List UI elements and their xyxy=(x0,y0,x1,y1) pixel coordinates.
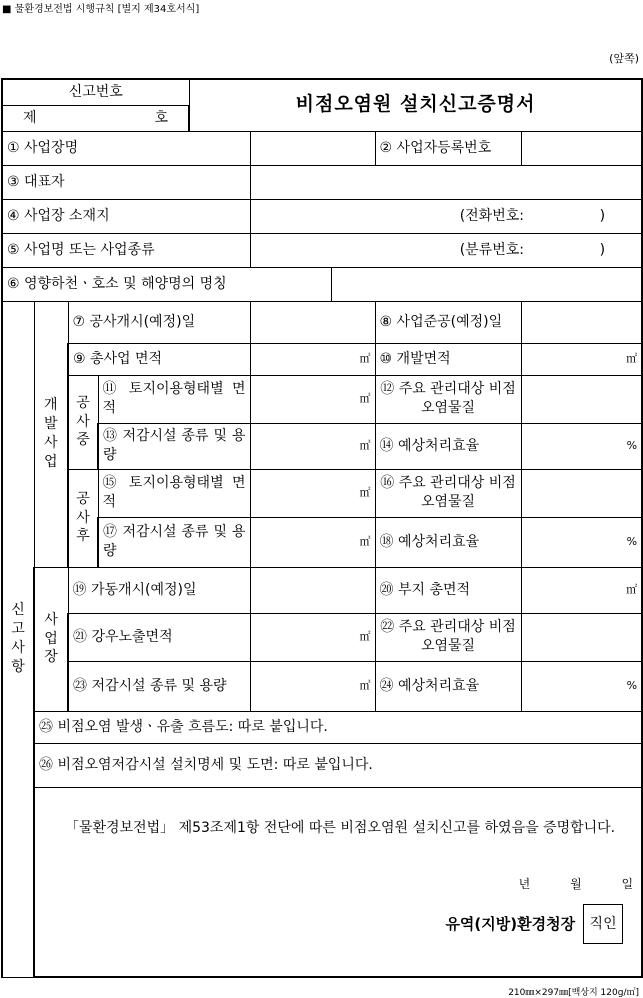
water-body-field[interactable] xyxy=(331,267,642,301)
facility-drawing-note: ㉖ 비점오염저감시설 설치명세 및 도면: 따로 붙입니다. xyxy=(34,743,642,787)
after-land-use-row xyxy=(2,469,642,517)
site-efficiency-field[interactable]: % xyxy=(521,661,642,711)
signature-row xyxy=(39,904,637,944)
after-pollutants-field[interactable] xyxy=(521,469,642,517)
site-total-area-field[interactable]: ㎡ xyxy=(521,567,642,613)
report-number-prefix: 제 xyxy=(23,109,37,126)
representative-row xyxy=(2,165,642,199)
rain-exposure-row xyxy=(2,613,642,661)
after-facility-field[interactable]: ㎥ xyxy=(250,517,375,567)
registration-number-label: ② 사업자등록번호 xyxy=(375,131,521,165)
during-land-use-area-field[interactable]: ㎡ xyxy=(250,375,375,423)
water-body-label: ⑥ 영향하천ㆍ호소 및 해양명의 명칭 xyxy=(2,267,331,301)
rain-exposure-area-label: ㉑ 강우노출면적 xyxy=(68,613,250,661)
issue-date[interactable] xyxy=(39,876,637,892)
day-label: 일 xyxy=(621,877,634,892)
location-row xyxy=(2,199,642,233)
during-facility-field[interactable]: ㎥ xyxy=(250,423,375,469)
representative-field[interactable] xyxy=(250,165,642,199)
development-area-label: ⑩ 개발면적 xyxy=(375,343,521,375)
site-pollutants-field[interactable] xyxy=(521,613,642,661)
during-land-use-area-label: ⑪ 토지이용형태별 면적 xyxy=(98,375,250,423)
business-name-label: ① 사업장명 xyxy=(2,131,250,165)
year-label: 년 xyxy=(518,877,531,892)
phone-number-label: (전화번호: ) xyxy=(459,207,606,224)
after-land-use-area-field[interactable]: ㎡ xyxy=(250,469,375,517)
completion-date-field[interactable] xyxy=(521,301,642,343)
operation-row xyxy=(2,567,642,613)
facility-drawing-row xyxy=(2,743,642,787)
business-name-field[interactable] xyxy=(250,131,375,165)
during-efficiency-label: ⑭ 예상처리효율 xyxy=(375,423,521,469)
business-type-label: ⑤ 사업명 또는 사업종류 xyxy=(2,233,250,267)
operation-start-field[interactable] xyxy=(250,567,375,613)
completion-date-label: ⑧ 사업준공(예정)일 xyxy=(375,301,521,343)
after-pollutants-label: ⑯ 주요 관리대상 비점오염물질 xyxy=(375,469,521,517)
after-construction-label: 공 사 후 xyxy=(68,469,98,567)
business-site-section-label: 사 업 장 xyxy=(34,567,68,711)
site-pollutants-label: ㉒ 주요 관리대상 비점오염물질 xyxy=(375,613,521,661)
total-project-area-field[interactable]: ㎡ xyxy=(250,343,375,375)
certification-statement: 「물환경보전법」 제53조제1항 전단에 따른 비점오염원 설치신고를 하였음을 증명합니다. xyxy=(65,820,616,837)
area-row xyxy=(2,343,642,375)
during-efficiency-field[interactable]: % xyxy=(521,423,642,469)
certification-area xyxy=(34,787,642,977)
site-facility-row xyxy=(2,661,642,711)
business-type-row xyxy=(2,233,642,267)
front-side-label: (앞쪽) xyxy=(609,52,639,65)
during-pollutants-label: ⑫ 주요 관리대상 비점오염물질 xyxy=(375,375,521,423)
operation-start-label: ⑲ 가동개시(예정)일 xyxy=(68,567,250,613)
total-project-area-label: ⑨ 총사업 면적 xyxy=(68,343,250,375)
during-land-use-row xyxy=(2,375,642,423)
representative-label: ③ 대표자 xyxy=(2,165,250,199)
during-construction-label: 공 사 중 xyxy=(68,375,98,469)
registration-number-field[interactable] xyxy=(521,131,642,165)
construction-start-field[interactable] xyxy=(250,301,375,343)
report-number-field[interactable] xyxy=(2,105,189,131)
certification-row xyxy=(2,787,642,977)
site-facility-field[interactable]: ㎥ xyxy=(250,661,375,711)
water-body-row xyxy=(2,267,642,301)
development-area-field[interactable]: ㎡ xyxy=(521,343,642,375)
after-efficiency-field[interactable]: % xyxy=(521,517,642,567)
after-efficiency-label: ⑱ 예상처리효율 xyxy=(375,517,521,567)
location-field[interactable] xyxy=(250,199,642,233)
construction-dates-row xyxy=(2,301,642,343)
location-label: ④ 사업장 소재지 xyxy=(2,199,250,233)
site-efficiency-label: ㉔ 예상처리효율 xyxy=(375,661,521,711)
rain-exposure-area-field[interactable]: ㎡ xyxy=(250,613,375,661)
issuing-authority: 유역(지방)환경청장 xyxy=(445,915,576,934)
during-facility-row xyxy=(2,423,642,469)
report-number-row xyxy=(2,79,642,105)
after-facility-row xyxy=(2,517,642,567)
after-land-use-area-label: ⑮ 토지이용형태별 면적 xyxy=(98,469,250,517)
construction-start-label: ⑦ 공사개시(예정)일 xyxy=(68,301,250,343)
development-project-section-label: 개 발 사 업 xyxy=(34,301,68,567)
official-seal-box: 직인 xyxy=(583,904,623,944)
business-type-field[interactable] xyxy=(250,233,642,267)
during-pollutants-field[interactable] xyxy=(521,375,642,423)
after-facility-label: ⑰ 저감시설 종류 및 용량 xyxy=(98,517,250,567)
certificate-title: 비점오염원 설치신고증명서 xyxy=(189,79,642,131)
month-label: 월 xyxy=(570,877,582,892)
flow-diagram-note: ㉕ 비점오염 발생ㆍ유출 흐름도: 따로 붙입니다. xyxy=(34,711,642,743)
site-facility-label: ㉓ 저감시설 종류 및 용량 xyxy=(68,661,250,711)
report-items-section-label: 신 고 사 항 xyxy=(2,301,34,977)
paper-spec: 210㎜×297㎜[백상지 120g/㎡] xyxy=(508,988,639,998)
classification-number-label: (분류번호: ) xyxy=(459,241,606,258)
site-total-area-label: ⑳ 부지 총면적 xyxy=(375,567,521,613)
report-number-suffix: 호 xyxy=(154,109,169,126)
business-name-row xyxy=(2,131,642,165)
certificate-form xyxy=(1,78,643,978)
report-number-label: 신고번호 xyxy=(2,79,189,105)
form-header-reference: ■ 물환경보전법 시행규칙 [별지 제34호서식] xyxy=(2,4,200,15)
during-facility-label: ⑬ 저감시설 종류 및 용량 xyxy=(98,423,250,469)
flow-diagram-row xyxy=(2,711,642,743)
